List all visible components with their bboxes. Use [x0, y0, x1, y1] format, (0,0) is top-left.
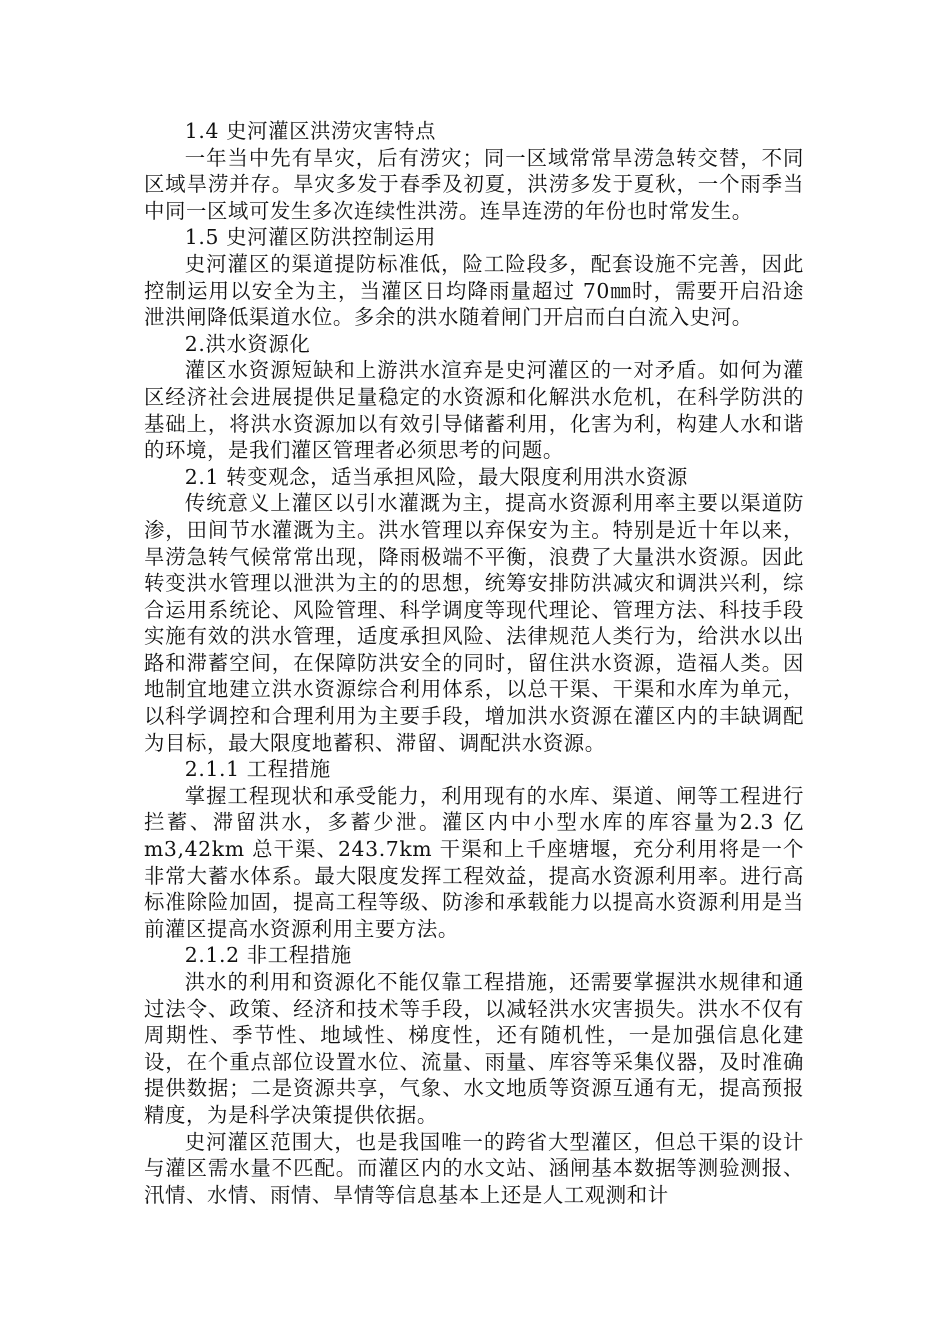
- section-heading-2-1: 2.1 转变观念，适当承担风险，最大限度利用洪水资源: [184, 464, 688, 489]
- body-paragraph: 传统意义上灌区以引水灌溉为主，提高水资源利用率主要以渠道防渗，田间节水灌溉为主。洪水管理以弃保安为主。特别是近十年以来，旱涝急转气候常常出现，降雨极端不平衡，浪费了大量洪水资源。因此转变洪水管理以泄洪为主的的思想，统筹安排防洪减灾和调洪兴利，综合运用系统论、风险管理、科学调度等现代理论、管理方法、科技手段实施有效的洪水管理，适度承担风险、法律规范人类行为，给洪水以出路和滞蓄空间，在保障防洪安全的同时，留住洪水资源，造福人类。因地制宜地建立洪水资源综合利用体系，以总干渠、干渠和水库为单元，以科学调控和合理利用为主要手段，增加洪水资源在灌区内的丰缺调配为目标，最大限度地蓄积、滞留、调配洪水资源。: [144, 491, 804, 755]
- section-heading-2-1-1: 2.1.1 工程措施: [184, 757, 331, 782]
- body-paragraph: 史河灌区范围大，也是我国唯一的跨省大型灌区，但总干渠的设计与灌区需水量不匹配。而灌区内的水文站、涵闸基本数据等测验测报、汛情、水情、雨情、旱情等信息基本上还是人工观测和计: [144, 1129, 804, 1207]
- section-heading-2: 2.洪水资源化: [184, 331, 311, 356]
- body-paragraph: 掌握工程现状和承受能力，利用现有的水库、渠道、闸等工程进行拦蓄、滞留洪水，多蓄少泄。灌区内中小型水库的库容量为2.3 亿 m3,42km 总干渠、243.7km 干渠和上千座塘堰，充分利用将是一个非常大蓄水体系。最大限度发挥工程效益，提高水资源利用率。进行高标准除险加固，提高工程等级、防渗和承载能力以提高水资源利用是当前灌区提高水资源利用主要方法。: [144, 783, 804, 941]
- section-heading-1-4: 1.4 史河灌区洪涝灾害特点: [184, 119, 437, 143]
- section-heading-1-5: 1.5 史河灌区防洪控制运用: [184, 225, 437, 250]
- body-paragraph: 灌区水资源短缺和上游洪水渲弃是史河灌区的一对矛盾。如何为灌区经济社会进展提供足量稳定的水资源和化解洪水危机，在科学防洪的基础上，将洪水资源加以有效引导储蓄利用，化害为利，构建人水和谐的环境，是我们灌区管理者必须思考的问题。: [144, 358, 804, 463]
- body-paragraph: 史河灌区的渠道提防标准低，险工险段多，配套设施不完善，因此控制运用以安全为主，当灌区日均降雨量超过 70㎜时，需要开启沿途泄洪闸降低渠道水位。多余的洪水随着闸门开启而白白流入史河。: [144, 251, 804, 330]
- body-paragraph: 洪水的利用和资源化不能仅靠工程措施，还需要掌握洪水规律和通过法令、政策、经济和技术等手段，以减轻洪水灾害损失。洪水不仅有周期性、季节性、地域性、梯度性，还有随机性，一是加强信息化建设，在个重点部位设置水位、流量、雨量、库容等采集仪器，及时准确提供数据；二是资源共享，气象、水文地质等资源互通有无，提高预报精度，为是科学决策提供依据。: [144, 970, 804, 1127]
- section-heading-2-1-2: 2.1.2 非工程措施: [184, 943, 352, 968]
- document-body: [144, 118, 804, 1208]
- body-paragraph: 一年当中先有旱灾，后有涝灾；同一区域常常旱涝急转交替，不同区域旱涝并存。旱灾多发于春季及初夏，洪涝多发于夏秋，一个雨季当中同一区域可发生多次连续性洪涝。连旱连涝的年份也时常发生。: [144, 145, 804, 223]
